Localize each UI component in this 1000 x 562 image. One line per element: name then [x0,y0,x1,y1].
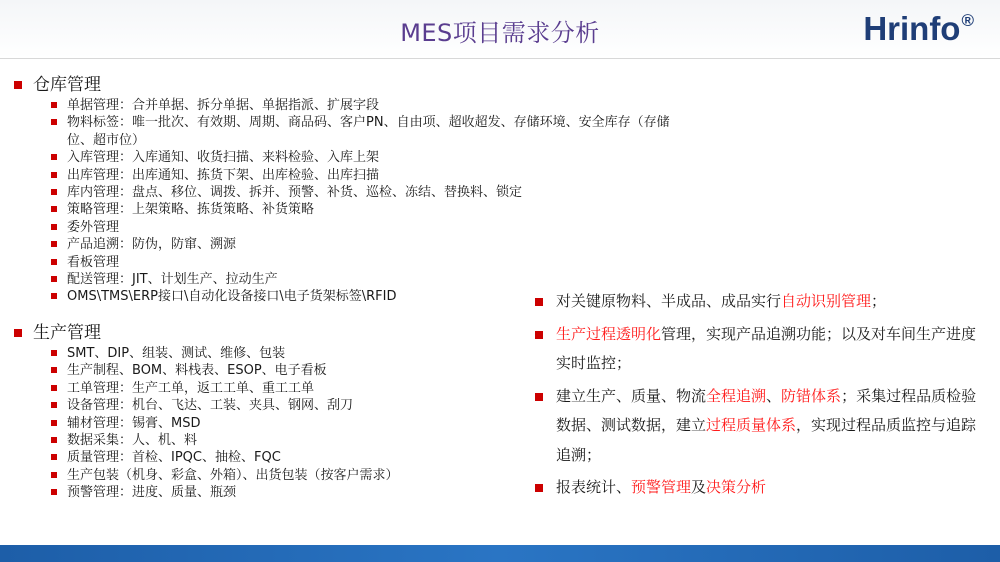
bullet-icon [535,484,543,492]
list-item: 质量管理：首检、IPQC、抽检、FQC [51,449,699,466]
bullet-icon [51,154,57,160]
slide-header [0,0,1000,59]
list-item: OMS\TMS\ERP接口\自动化设备接口\电子货架标签\RFID [51,288,699,305]
list-item: 产品追溯：防伪，防窜、溯源 [51,236,699,253]
list-item: 生产制程、BOM、料栈表、ESOP、电子看板 [51,362,699,379]
list-item: 预警管理：进度、质量、瓶颈 [51,484,699,501]
list-item: 策略管理：上架策略、拣货策略、补货策略 [51,201,699,218]
registered-mark: ® [961,11,974,30]
summary-text: 报表统计、预警管理及决策分析 [556,478,767,496]
list-item: 工单管理：生产工单，返工工单、重工工单 [51,380,699,397]
footer-bar [0,545,1000,562]
square-bullet-icon [14,81,22,89]
logo-text: Hrinfo [863,10,961,47]
bullet-icon [51,119,57,125]
section-title-text: 生产管理 [33,322,101,343]
bullet-icon [51,402,57,408]
bullet-icon [535,298,543,306]
bullet-icon [51,259,57,265]
bullet-icon [51,420,57,426]
summary-point [533,287,978,317]
bullet-icon [51,350,57,356]
bullet-icon [51,472,57,478]
summary-text: 建立生产、质量、物流全程追溯、防错体系；采集过程品质检验数据、测试数据，建立过程质量体系，实现过程品质监控与追踪追溯； [556,386,977,464]
list-item: 设备管理：机台、飞达、工装、夹具、钢网、刮刀 [51,397,699,414]
list-item: 辅材管理：锡膏、MSD [51,415,699,432]
bullet-icon [51,437,57,443]
summary-text: 对关键原物料、半成品、成品实行自动识别管理； [556,292,887,310]
hrinfo-logo [863,10,974,48]
bullet-icon [51,172,57,178]
list-item: 委外管理 [51,219,699,236]
list-item: 数据采集：人、机、料 [51,432,699,449]
summary-text: 生产过程透明化管理，实现产品追溯功能；以及对车间生产进度实时监控； [556,324,977,372]
bullet-icon [51,189,57,195]
list-item: 单据管理：合并单据、拆分单据、单据指派、扩展字段 [51,97,699,114]
section-warehouse-title [9,74,699,96]
bullet-icon [51,367,57,373]
bullet-icon [51,385,57,391]
page-title: MES项目需求分析 [400,19,600,47]
list-item: SMT、DIP、组装、测试、维修、包装 [51,345,699,362]
bullet-icon [51,241,57,247]
bullet-icon [51,454,57,460]
bullet-icon [51,206,57,212]
bullet-icon [51,276,57,282]
bullet-icon [51,489,57,495]
list-item: 物料标签：唯一批次、有效期、周期、商品码、客户PN、自由项、超收超发、存储环境、安全库存（存储位、超市位） [51,114,699,149]
bullet-icon [51,224,57,230]
section-title-text: 仓库管理 [33,75,101,95]
summary-point [533,320,978,379]
list-item: 看板管理 [51,254,699,271]
summary-panel [533,287,978,506]
bullet-icon [51,293,57,299]
bullet-icon [51,102,57,108]
list-item: 配送管理：JIT、计划生产、拉动生产 [51,271,699,288]
warehouse-list [9,97,699,306]
bullet-icon [535,331,543,339]
summary-point [533,382,978,471]
list-item: 入库管理：入库通知、收货扫描、来料检验、入库上架 [51,149,699,166]
bullet-icon [535,393,543,401]
list-item: 生产包装（机身、彩盒、外箱）、出货包装（按客户需求） [51,467,699,484]
list-item: 库内管理：盘点、移位、调拨、拆并、预警、补货、巡检、冻结、替换料、锁定 [51,184,699,201]
summary-point [533,473,978,503]
list-item: 出库管理：出库通知、拣货下架、出库检验、出库扫描 [51,167,699,184]
square-bullet-icon [14,329,22,337]
